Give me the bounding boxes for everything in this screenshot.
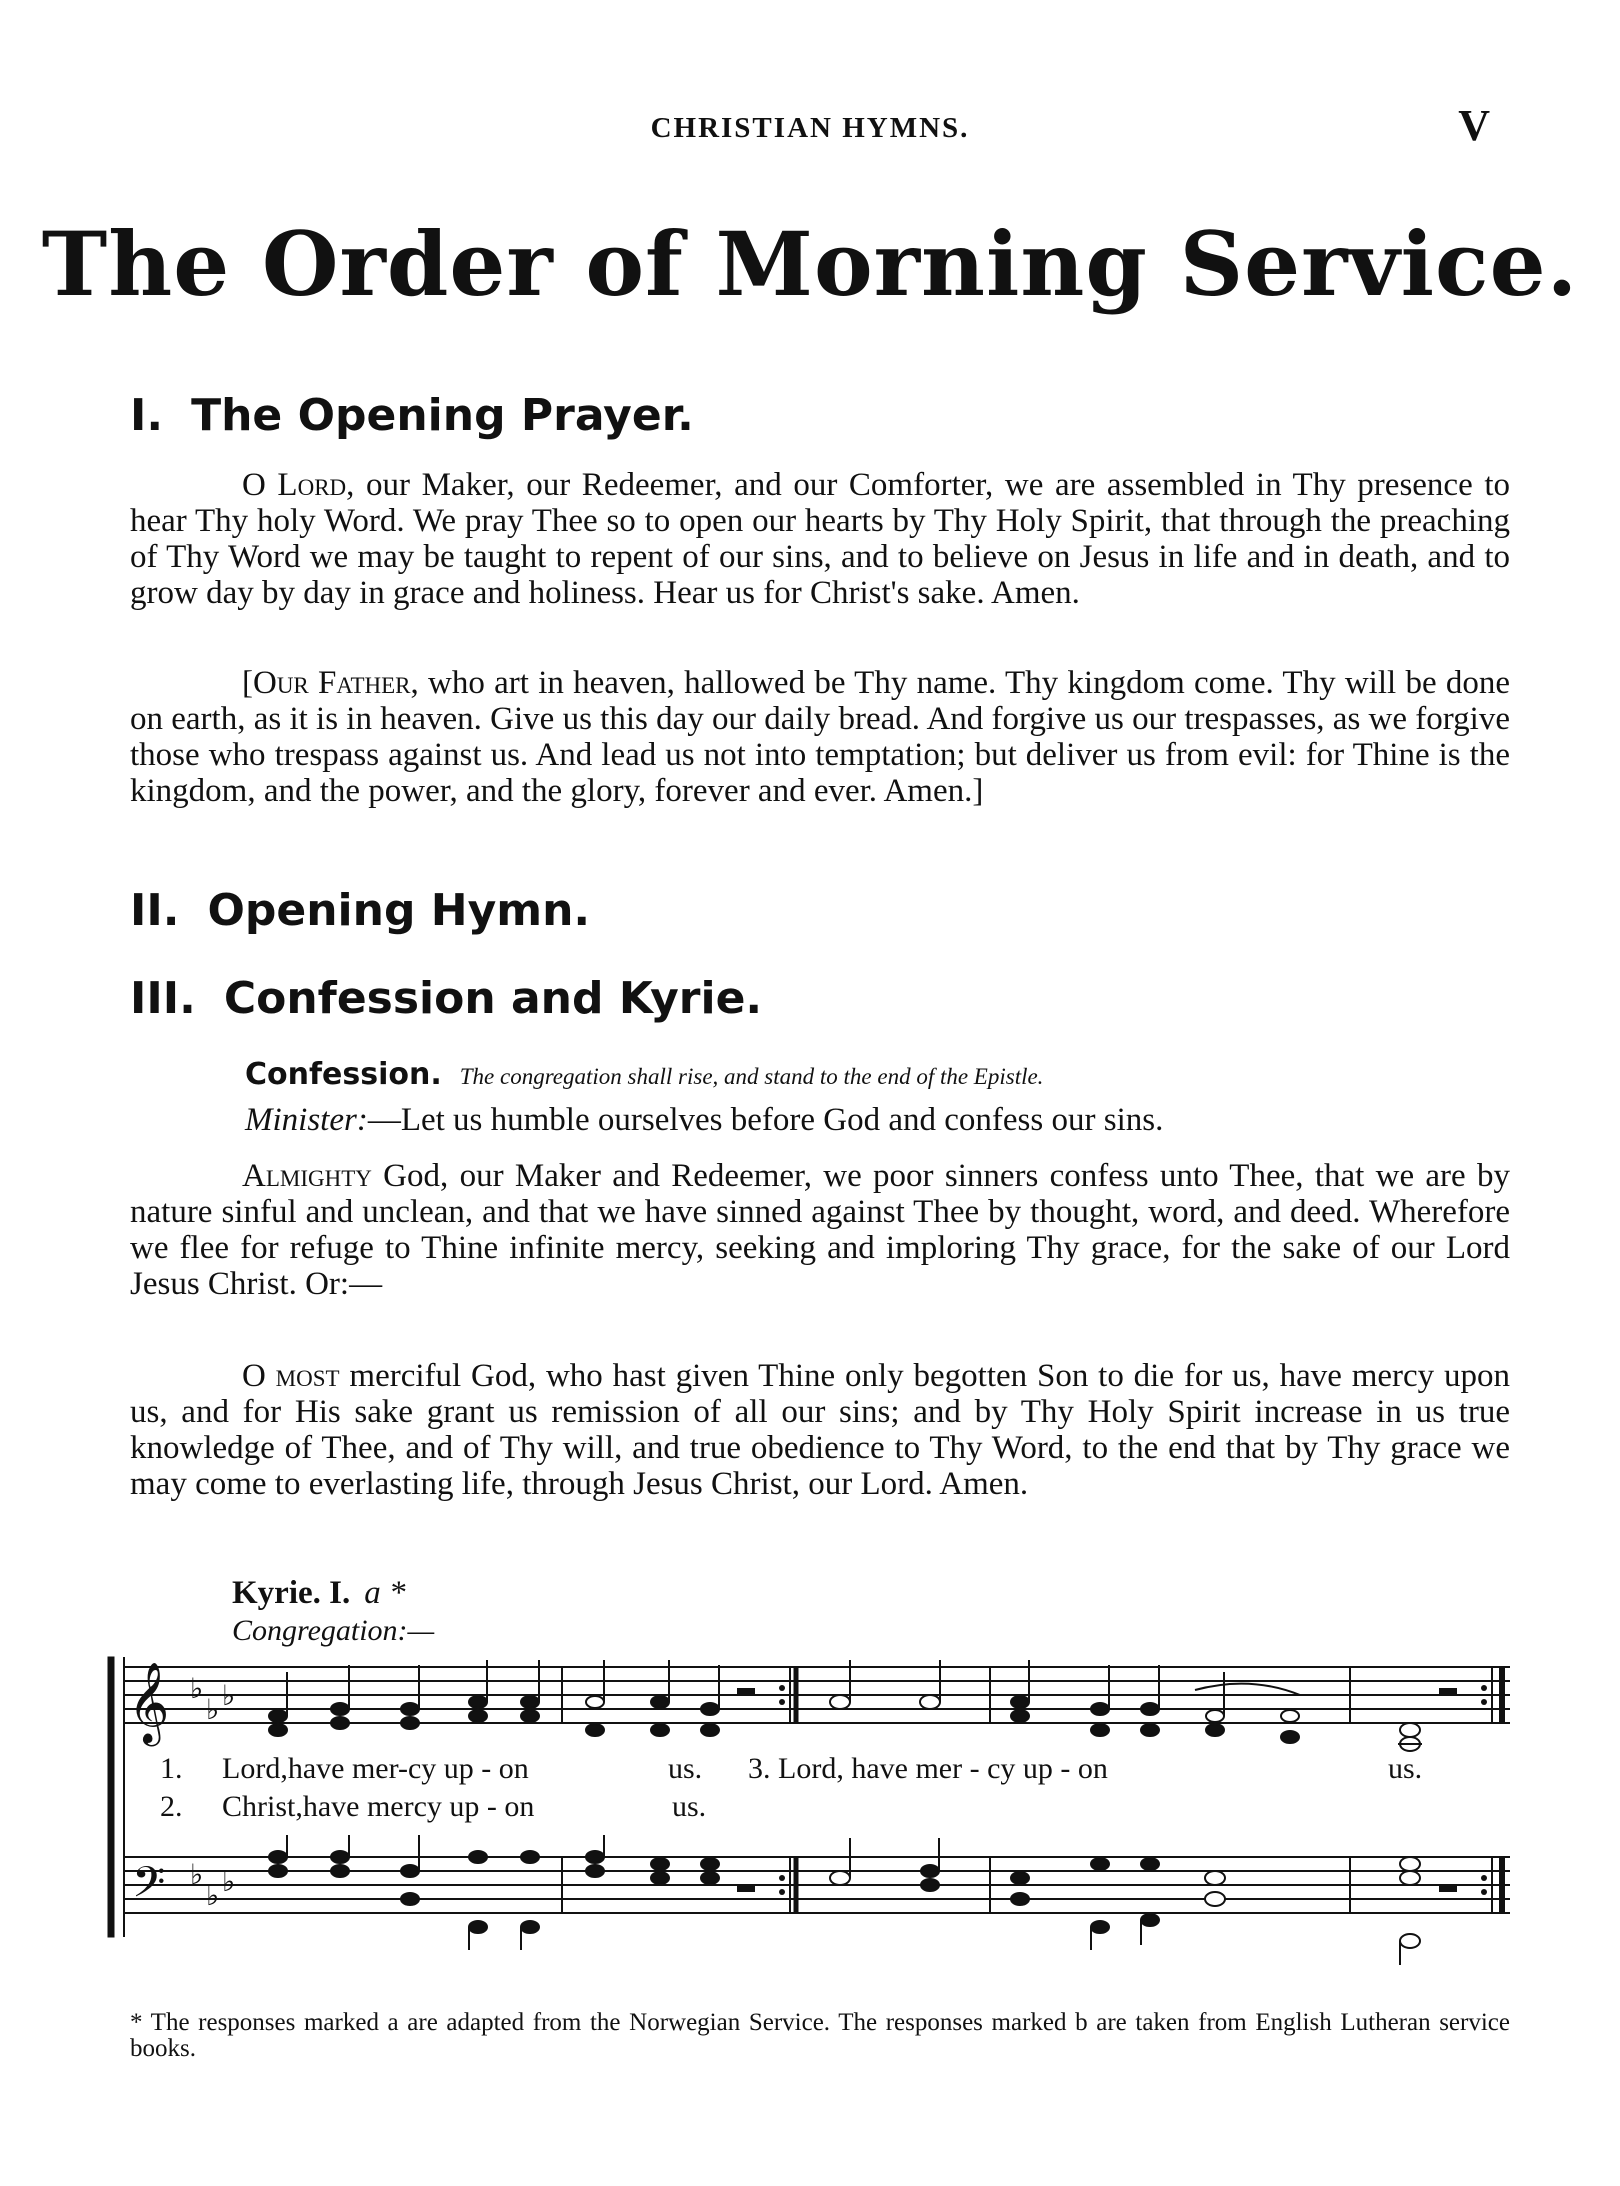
svg-text:♭: ♭ xyxy=(206,1693,220,1726)
bass-clef-icon: 𝄢 xyxy=(132,1858,166,1918)
minister-text: —Let us humble ourselves before God and confess our sins. xyxy=(367,1102,1164,1138)
page-title: The Order of Morning Service. xyxy=(41,212,1579,316)
section-title: Opening Hymn. xyxy=(207,885,591,936)
svg-text:♭: ♭ xyxy=(222,1865,236,1898)
lords-prayer-text: who art in heaven, hallowed be Thy name. Thy kingdom come. Thy will be done on earth, as it is in heaven. Give us this day our daily bread. And forgive us our trespasses, as we forgive those who trespass against us. And lead us not into temptation; but deliver us from evil: for Thine is the kingdom, and the power, and the glory, forever and ever. Amen.] xyxy=(130,665,1511,809)
treble-clef-icon: 𝄞 xyxy=(128,1661,170,1743)
lyric-line-2-end: us. xyxy=(672,1790,707,1823)
svg-text:♭: ♭ xyxy=(222,1679,236,1712)
lyric-line-1b-end: us. xyxy=(1388,1752,1423,1785)
prayer-text: our Maker, our Redeemer, and our Comforter, we are assembled in Thy presence to hear Thy holy Word. We pray Thee so to open our hearts by Thy Holy Spirit, that through the preaching of Thy Word we may be taught to repent of our sins, and to believe on Jesus in life and in death, and to grow day by day in grace and holiness. Hear us for Christ's sake. Amen. xyxy=(130,467,1510,611)
repeat-dots xyxy=(779,1685,1487,1895)
svg-text:♭: ♭ xyxy=(206,1879,220,1912)
lords-prayer-lead: [Our Father, xyxy=(242,665,419,701)
confession-label: Confession. xyxy=(245,1057,442,1092)
confession-note: The congregation shall rise, and stand to the end of the Epistle. xyxy=(459,1064,1044,1089)
section-number: II. xyxy=(130,885,180,936)
confession-1-text: God, our Maker and Redeemer, we poor sinners confess unto Thee, that we are by nature sinful and unclean, and that we have sinned against Thee by thought, word, and deed. Wherefore we flee for refuge to Thine infinite mercy, seeking and imploring Thy grace, for the sake of our Lord Jesus Christ. Or:— xyxy=(130,1158,1510,1302)
lyric-number-2: 2. xyxy=(160,1790,183,1823)
lyric-line-1: Lord,have mer-cy up - on xyxy=(222,1752,529,1785)
lyric-line-2: Christ,have mercy up - on xyxy=(222,1790,535,1823)
kyrie-marker: a * xyxy=(364,1575,406,1611)
confession-1-lead: Almighty xyxy=(242,1158,372,1194)
footnote: * The responses marked a are adapted from the Norwegian Service. The responses marked b are taken from English Lutheran service books. xyxy=(130,2009,1510,2062)
lyric-number-1: 1. xyxy=(160,1752,183,1785)
minister-label: Minister: xyxy=(245,1102,368,1138)
kyrie-title: Kyrie. I. xyxy=(232,1575,351,1611)
bass-staff xyxy=(124,1857,1510,1913)
running-head: CHRISTIAN HYMNS. xyxy=(650,112,970,144)
lyric-line-1b: 3. Lord, have mer - cy up - on xyxy=(748,1752,1108,1785)
treble-notes xyxy=(269,1660,1456,1751)
svg-text:♭: ♭ xyxy=(190,1672,204,1705)
svg-text:♭: ♭ xyxy=(190,1858,204,1891)
section-number: I. xyxy=(130,390,164,441)
treble-staff xyxy=(124,1667,1510,1723)
system-bracket xyxy=(108,1657,124,1937)
section-title: The Opening Prayer. xyxy=(191,390,694,441)
prayer-lead: O Lord, xyxy=(242,467,355,503)
congregation-label: Congregation:— xyxy=(232,1614,435,1647)
page-number: V xyxy=(1458,101,1490,150)
lyric-line-1-end: us. xyxy=(668,1752,703,1785)
confession-2-text: merciful God, who hast given Thine only begotten Son to die for us, have mercy upon us, and for His sake grant us remission of all our sins; and by Thy Holy Spirit increase in us true knowledge of Thee, and of Thy will, and true obedience to Thy Word, to the end that by Thy grace we may come to everlasting life, through Jesus Christ, our Lord. Amen. xyxy=(130,1358,1510,1502)
confession-2-lead: O most xyxy=(242,1358,340,1394)
section-number: III. xyxy=(130,973,196,1024)
section-title: Confession and Kyrie. xyxy=(223,973,763,1024)
